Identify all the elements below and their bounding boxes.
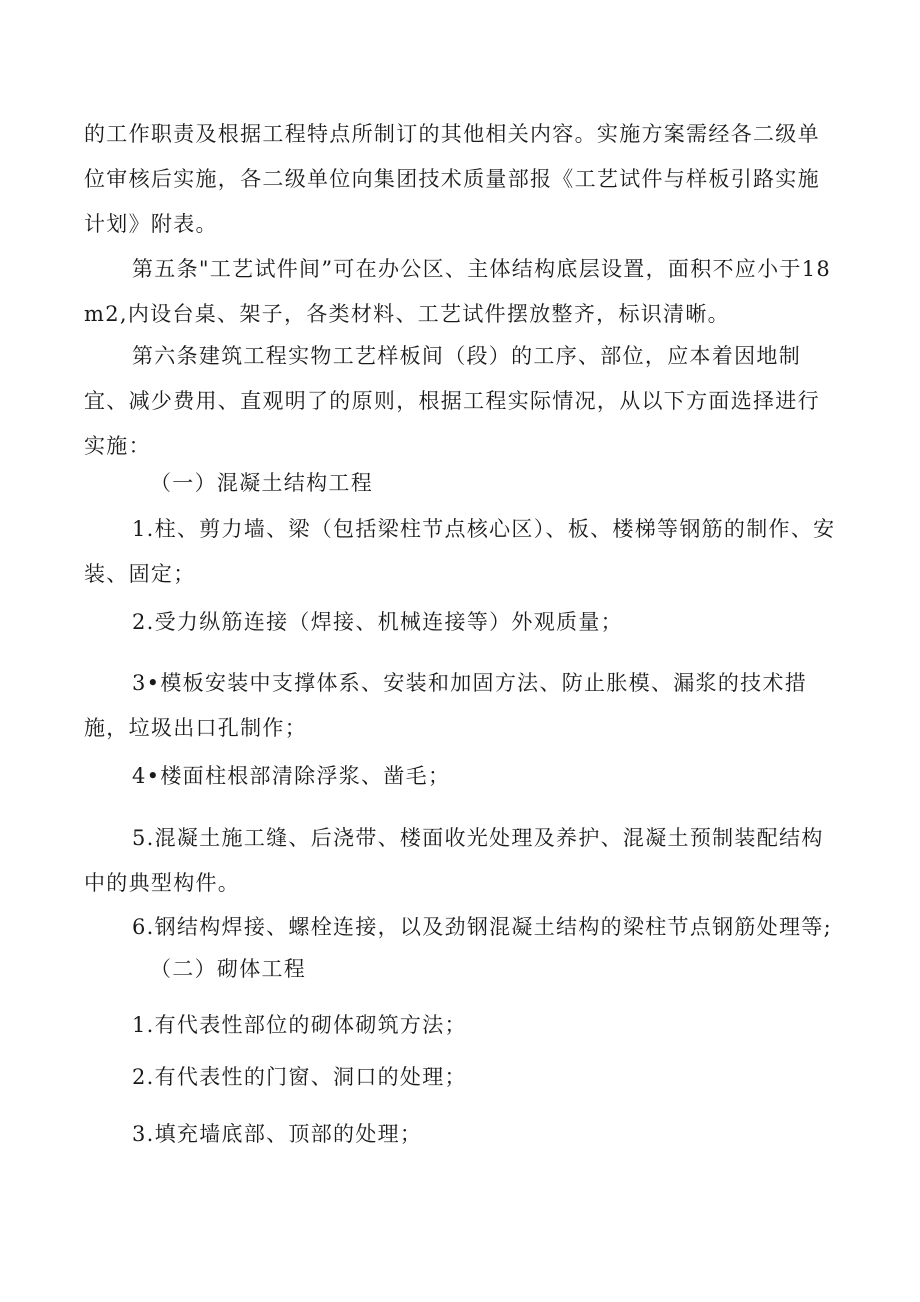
list-item-concrete-2: 2.受力纵筋连接（焊接、机械连接等）外观质量； <box>132 610 623 634</box>
list-item-concrete-4: 4•楼面柱根部清除浮浆、凿毛； <box>132 764 451 788</box>
section-heading-masonry: （二）砌体工程 <box>150 957 307 981</box>
list-item-concrete-1: 1.柱、剪力墙、梁（包括梁柱节点核心区）、板、楼梯等钢筋的制作、安装、固定； <box>84 517 836 586</box>
section-heading-concrete: （一）混凝土结构工程 <box>150 471 373 495</box>
paragraph-article-6: 第六条建筑工程实物工艺样板间（段）的工序、部位，应本着因地制宜、减少费用、直观明了的原则，根据工程实际情况，从以下方面选择进行实施： <box>84 344 820 458</box>
list-item-masonry-1: 1.有代表性部位的砌体砌筑方法； <box>132 1013 467 1037</box>
list-item-concrete-5: 5.混凝土施工缝、后浇带、楼面收光处理及养护、混凝土预制装配结构中的典型构件。 <box>84 826 824 895</box>
list-item-masonry-3: 3.填充墙底部、顶部的处理； <box>132 1122 423 1146</box>
list-item-concrete-6: 6.钢结构焊接、螺栓连接，以及劲钢混凝土结构的梁柱节点钢筋处理等; <box>132 915 833 939</box>
list-item-masonry-2: 2.有代表性的门窗、洞口的处理； <box>132 1065 467 1089</box>
paragraph-work-duties: 的工作职责及根据工程特点所制订的其他相关内容。实施方案需经各二级单位审核后实施，各二级单位向集团技术质量部报《工艺试件与样板引路实施计划》附表。 <box>84 122 820 236</box>
paragraph-article-5: 第五条"工艺试件间”可在办公区、主体结构底层设置，面积不应小于18m2,内设台桌、架子，各类材料、工艺试件摆放整齐，标识清晰。 <box>84 257 832 326</box>
list-item-concrete-3: 3•模板安装中支撑体系、安装和加固方法、防止胀模、漏浆的技术措施，垃圾出口孔制作； <box>84 671 808 740</box>
